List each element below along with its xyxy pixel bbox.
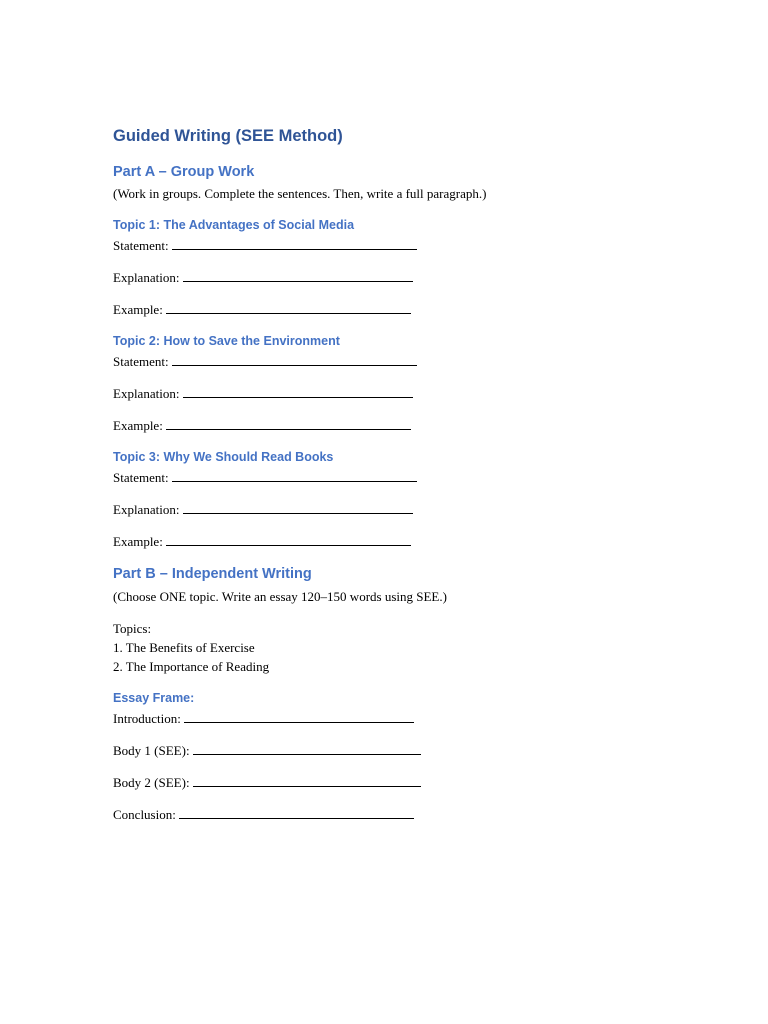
part-b-instruction: (Choose ONE topic. Write an essay 120–150 words using SEE.) <box>113 589 447 604</box>
topic-3-statement <box>113 468 673 487</box>
page-title: Guided Writing (SEE Method) <box>113 127 343 145</box>
field-label: Example: <box>113 302 163 317</box>
field-label: Statement: <box>113 470 169 485</box>
field-label: Statement: <box>113 354 169 369</box>
part-b-heading: Part B – Independent Writing <box>113 566 312 582</box>
topic-option-1: 1. The Benefits of Exercise <box>113 640 255 655</box>
explanation-answer-line[interactable] <box>183 385 413 398</box>
statement-answer-line[interactable] <box>172 237 417 250</box>
conclusion-answer-line[interactable] <box>179 806 414 819</box>
explanation-answer-line[interactable] <box>183 501 413 514</box>
field-label: Statement: <box>113 238 169 253</box>
body-2-answer-line[interactable] <box>193 774 421 787</box>
topic-1-example <box>113 300 673 319</box>
essay-body-2 <box>113 773 673 792</box>
field-label: Introduction: <box>113 711 181 726</box>
topic-2-example <box>113 416 673 435</box>
example-answer-line[interactable] <box>166 417 411 430</box>
field-label: Explanation: <box>113 386 180 401</box>
example-answer-line[interactable] <box>166 301 411 314</box>
example-answer-line[interactable] <box>166 533 411 546</box>
statement-answer-line[interactable] <box>172 469 417 482</box>
body-1-answer-line[interactable] <box>193 742 421 755</box>
field-label: Explanation: <box>113 270 180 285</box>
topic-3-explanation <box>113 500 673 519</box>
worksheet-page <box>113 124 673 824</box>
topics-label: Topics: <box>113 621 152 636</box>
essay-body-1 <box>113 741 673 760</box>
field-label: Conclusion: <box>113 807 176 822</box>
topic-1-title: Topic 1: The Advantages of Social Media <box>113 218 355 232</box>
topic-1-statement <box>113 236 673 255</box>
topic-1-explanation <box>113 268 673 287</box>
topic-2-statement <box>113 352 673 371</box>
topic-3-example <box>113 532 673 551</box>
field-label: Explanation: <box>113 502 180 517</box>
topic-option-2: 2. The Importance of Reading <box>113 659 270 674</box>
topic-2-title: Topic 2: How to Save the Environment <box>113 334 340 348</box>
statement-answer-line[interactable] <box>172 353 417 366</box>
introduction-answer-line[interactable] <box>184 710 414 723</box>
field-label: Body 1 (SEE): <box>113 743 190 758</box>
explanation-answer-line[interactable] <box>183 269 413 282</box>
part-a-instruction: (Work in groups. Complete the sentences. Then, write a full paragraph.) <box>113 186 487 201</box>
part-a-heading: Part A – Group Work <box>113 164 255 180</box>
essay-frame-title: Essay Frame: <box>113 691 195 705</box>
topic-3-title: Topic 3: Why We Should Read Books <box>113 450 334 464</box>
topic-2-explanation <box>113 384 673 403</box>
field-label: Example: <box>113 534 163 549</box>
field-label: Example: <box>113 418 163 433</box>
essay-conclusion <box>113 805 673 824</box>
essay-introduction <box>113 709 673 728</box>
field-label: Body 2 (SEE): <box>113 775 190 790</box>
